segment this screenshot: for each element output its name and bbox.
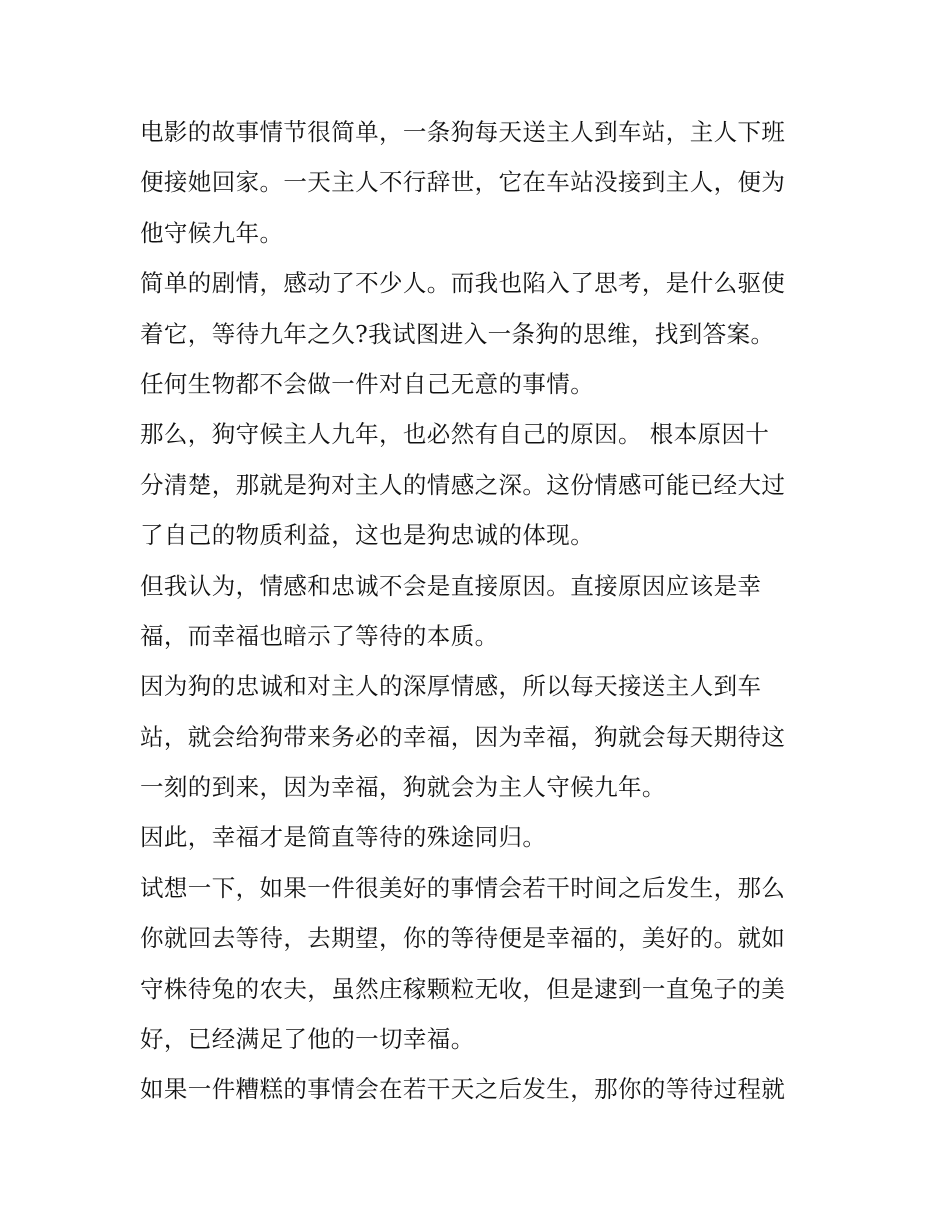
text-line: 但我认为，情感和忠诚不会是直接原因。直接原因应该是幸 [140, 571, 762, 600]
text-line: 守株待兔的农夫，虽然庄稼颗粒无收，但是逮到一直兔子的美 [140, 974, 786, 1003]
text-line: 简单的剧情，感动了不少人。而我也陷入了思考，是什么驱使 [140, 269, 786, 298]
text-line: 他守候九年。 [140, 218, 284, 247]
text-line: 试想一下，如果一件很美好的事情会若干时间之后发生，那么 [140, 873, 786, 902]
text-line: 好，已经满足了他的一切幸福。 [140, 1025, 475, 1054]
text-line: 任何生物都不会做一件对自己无意的事情。 [140, 369, 595, 398]
text-line: 着它，等待九年之久?我试图进入一条狗的思维，找到答案。 [140, 319, 775, 348]
text-line: 分清楚，那就是狗对主人的情感之深。这份情感可能已经大过 [140, 470, 786, 499]
essay-body [140, 107, 820, 1115]
text-line: 一刻的到来，因为幸福，狗就会为主人守候九年。 [140, 773, 666, 802]
text-line: 便接她回家。一天主人不行辞世，它在车站没接到主人，便为 [140, 168, 786, 197]
text-line: 你就回去等待，去期望，你的等待便是幸福的，美好的。就如 [140, 924, 786, 953]
text-line: 电影的故事情节很简单，一条狗每天送主人到车站，主人下班 [140, 118, 786, 146]
text-line: 因为狗的忠诚和对主人的深厚情感，所以每天接送主人到车 [140, 672, 762, 701]
text-line: 站，就会给狗带来务必的幸福，因为幸福，狗就会每天期待这 [140, 722, 786, 751]
text-line: 了自己的物质利益，这也是狗忠诚的体现。 [140, 521, 595, 550]
text-line: 如果一件糟糕的事情会在若干天之后发生，那你的等待过程就 [140, 1075, 786, 1104]
text-line: 因此，幸福才是简直等待的殊途同归。 [140, 823, 547, 852]
text-line: 那么，狗守候主人九年，也必然有自己的原因。 根本原因十 [140, 420, 770, 449]
text-line: 福，而幸福也暗示了等待的本质。 [140, 621, 499, 650]
